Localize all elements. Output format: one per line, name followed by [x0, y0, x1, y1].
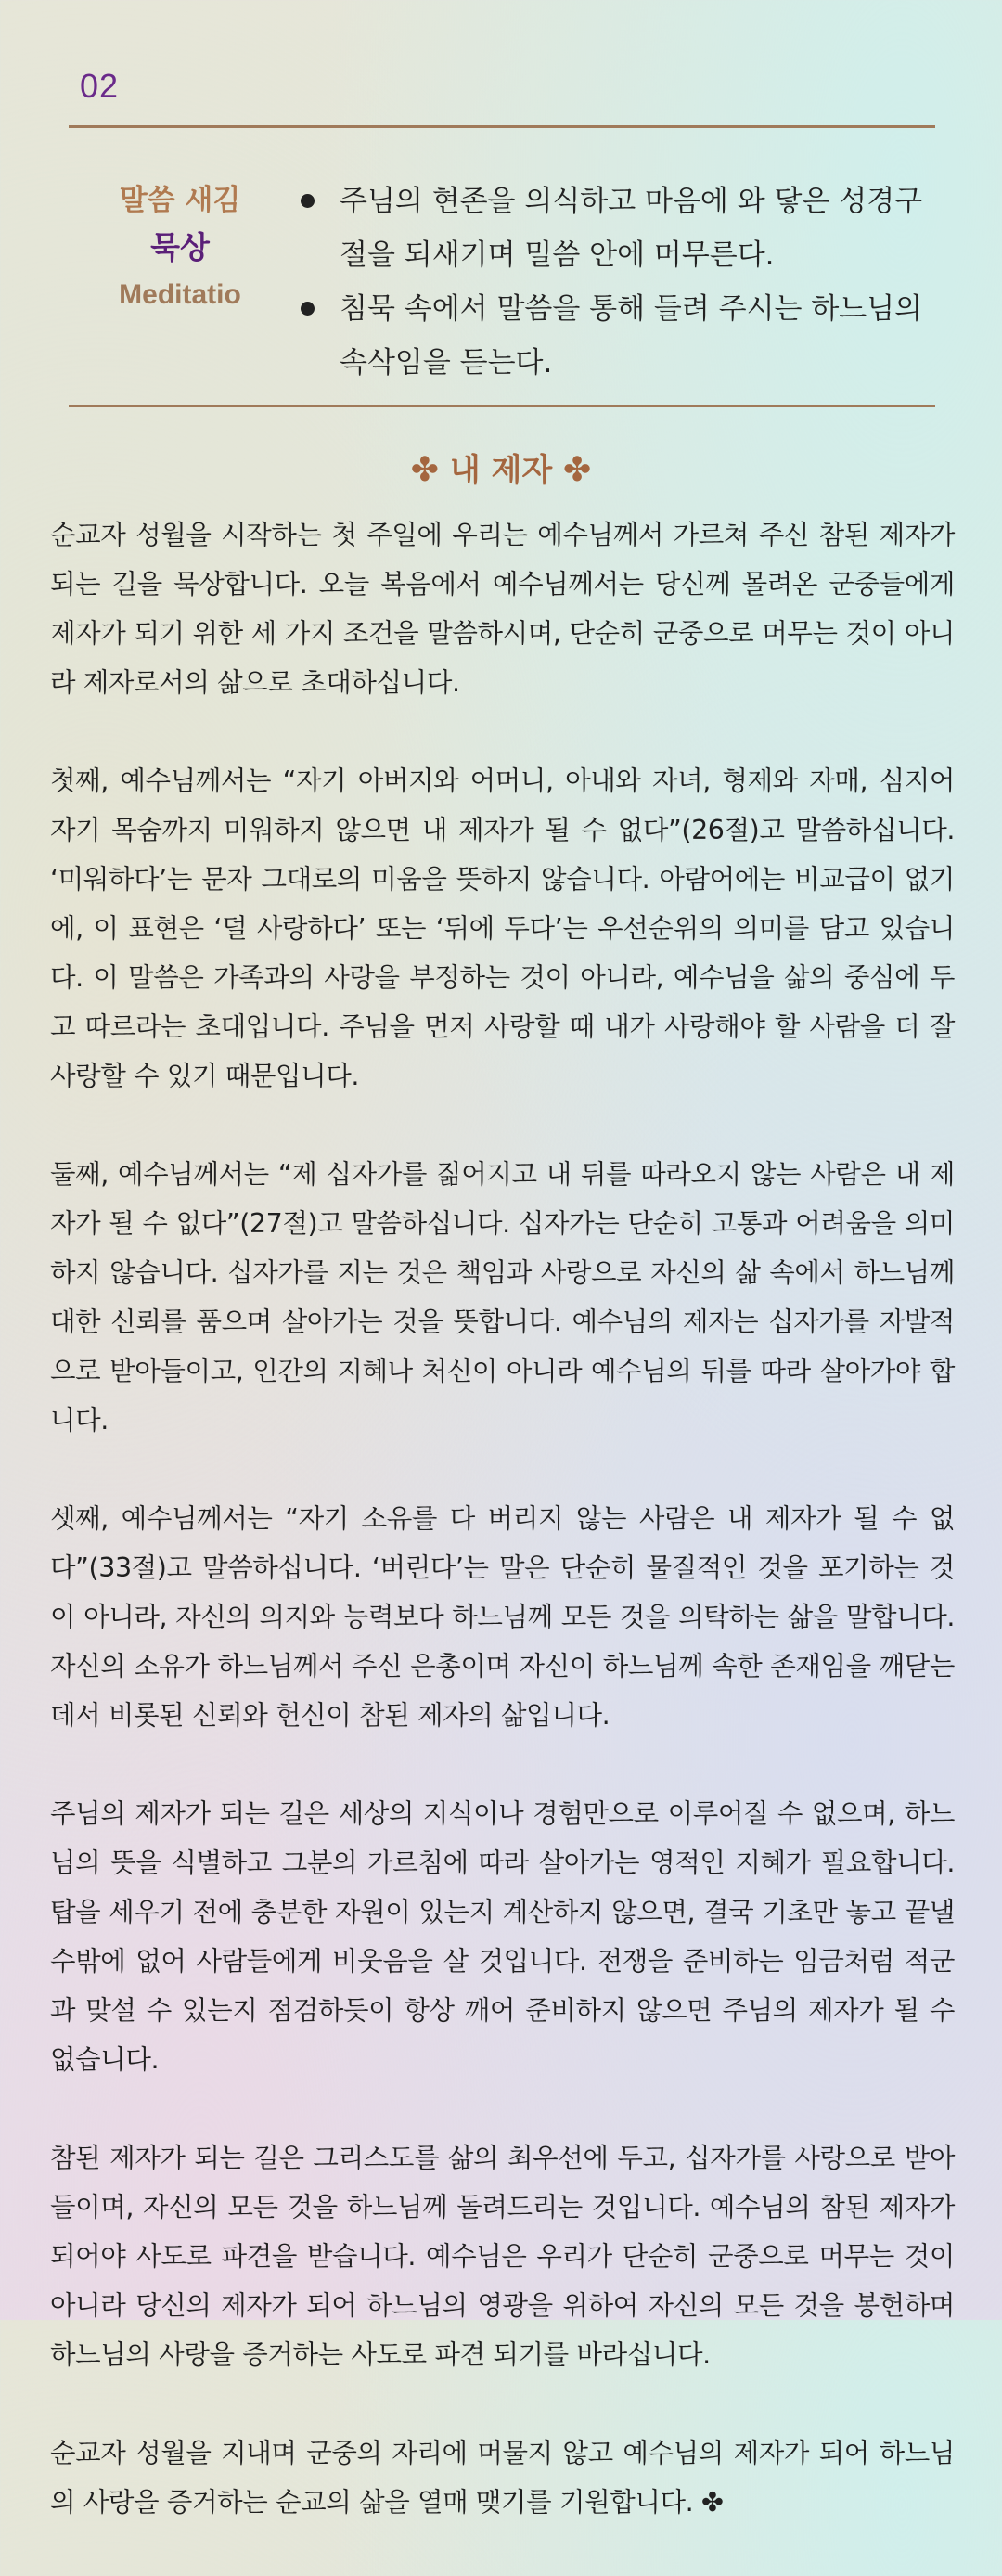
closing-paragraph [50, 2428, 955, 2527]
guide-item [295, 282, 944, 390]
bullet-dot-icon [301, 194, 315, 208]
top-divider [69, 125, 935, 128]
guide-item [295, 174, 944, 282]
reflection-title-text: 내 제자 [449, 452, 553, 489]
paragraph: 첫째, 예수님께서는 “자기 아버지와 어머니, 아내와 자녀, 형제와 자매, 심지어 자기 목숨까지 미워하지 않으면 내 제자가 될 수 없다”(26절)고 말씀하십니다. ‘미워하다’는 문자 그대로의 미움을 뜻하지 않습니다. 아람어에는 비교급이 없기에, 이 표현은 ‘덜 사랑하다’ 또는 ‘뒤에 두다’는 우선순위의 의미를 담고 있습니다. 이 말씀은 가족과의 사랑을 부정하는 것이 아니라, 예수님을 삶의 중심에 두고 따르라는 초대입니다. 주님을 먼저 사랑할 때 내가 사랑해야 할 사람을 더 잘 사랑할 수 있기 때문입니다. [50, 766, 955, 1091]
bottom-divider [69, 405, 935, 407]
paragraph: 둘째, 예수님께서는 “제 십자가를 짊어지고 내 뒤를 따라오지 않는 사람은 내 제자가 될 수 없다”(27절)고 말씀하십니다. 십자가는 단순히 고통과 어려움을 의미하지 않습니다. 십자가를 지는 것은 책임과 사랑으로 자신의 삶 속에서 하느님께 대한 신뢰를 품으며 살아가는 것을 뜻합니다. 예수님의 제자는 십자가를 자발적으로 받아들이고, 인간의 지혜나 처신이 아니라 예수님의 뒤를 따라 살아가야 합니다. [50, 1159, 955, 1436]
paragraph: 셋째, 예수님께서는 “자기 소유를 다 버리지 않는 사람은 내 제자가 될 수 없다”(33절)고 말씀하십니다. ‘버린다’는 말은 단순히 물질적인 것을 포기하는 것이 아니라, 자신의 의지와 능력보다 하느님께 모든 것을 의탁하는 삶을 말합니다. 자신의 소유가 하느님께서 주신 은총이며 자신이 하느님께 속한 존재임을 깨닫는 데서 비롯된 신뢰와 헌신이 참된 제자의 삶입니다. [50, 1503, 955, 1731]
closing-paragraph-text: 순교자 성월을 지내며 군중의 자리에 머물지 않고 예수님의 제자가 되어 하느님의 사랑을 증거하는 순교의 삶을 열매 맺기를 기원합니다. [50, 2438, 955, 2518]
paragraph: 주님의 제자가 되는 길은 세상의 지식이나 경험만으로 이루어질 수 없으며, 하느님의 뜻을 식별하고 그분의 가르침에 따라 살아가는 영적인 지혜가 필요합니다. 탑을 세우기 전에 충분한 자원이 있는지 계산하지 않으면, 결국 기초만 놓고 끝낼 수밖에 없어 사람들에게 비웃음을 살 것입니다. 전쟁을 준비하는 임금처럼 적군과 맞설 수 있는지 점검하듯이 항상 깨어 준비하지 않으면 주님의 제자가 될 수 없습니다. [50, 1798, 955, 2075]
section-label-latin: Meditatio [119, 279, 241, 310]
paragraph: 참된 제자가 되는 길은 그리스도를 삶의 최우선에 두고, 십자가를 사랑으로 받아들이며, 자신의 모든 것을 하느님께 돌려드리는 것입니다. 예수님의 참된 제자가 되어야 사도로 파견을 받습니다. 예수님은 우리가 단순히 군중으로 머무는 것이 아니라 당신의 제자가 되어 하느님의 영광을 위하여 자신의 모든 것을 봉헌하며 하느님의 사랑을 증거하는 사도로 파견 되기를 바라십니다. [50, 2143, 955, 2370]
page-number: 02 [80, 67, 120, 105]
clover-ornament-icon: ✤ [563, 451, 592, 489]
meditation-guide-list [295, 174, 944, 390]
reflection-title [0, 447, 1002, 494]
guide-item-text: 주님의 현존을 의식하고 마음에 와 닿은 성경구절을 되새기며 밀씀 안에 머무른다. [340, 185, 923, 272]
guide-item-text: 침묵 속에서 말씀을 통해 들려 주시는 하느님의 속삭임을 듣는다. [340, 292, 923, 380]
section-label-korean: 말씀 새김 [119, 184, 241, 217]
clover-ornament-icon: ✤ [410, 451, 439, 489]
paragraph: 순교자 성월을 시작하는 첫 주일에 우리는 예수님께서 가르쳐 주신 참된 제자가 되는 길을 묵상합니다. 오늘 복음에서 예수님께서는 당신께 몰려온 군중들에게 제자가 되기 위한 세 가지 조건을 말씀하시며, 단순히 군중으로 머무는 것이 아니라 제자로서의 삶으로 초대하십니다. [50, 520, 955, 698]
clover-ornament-icon: ✤ [700, 2487, 724, 2518]
section-label [69, 176, 291, 319]
reflection-body [50, 510, 955, 2576]
section-label-meditation: 묵상 [150, 229, 210, 265]
bullet-dot-icon [301, 302, 315, 316]
